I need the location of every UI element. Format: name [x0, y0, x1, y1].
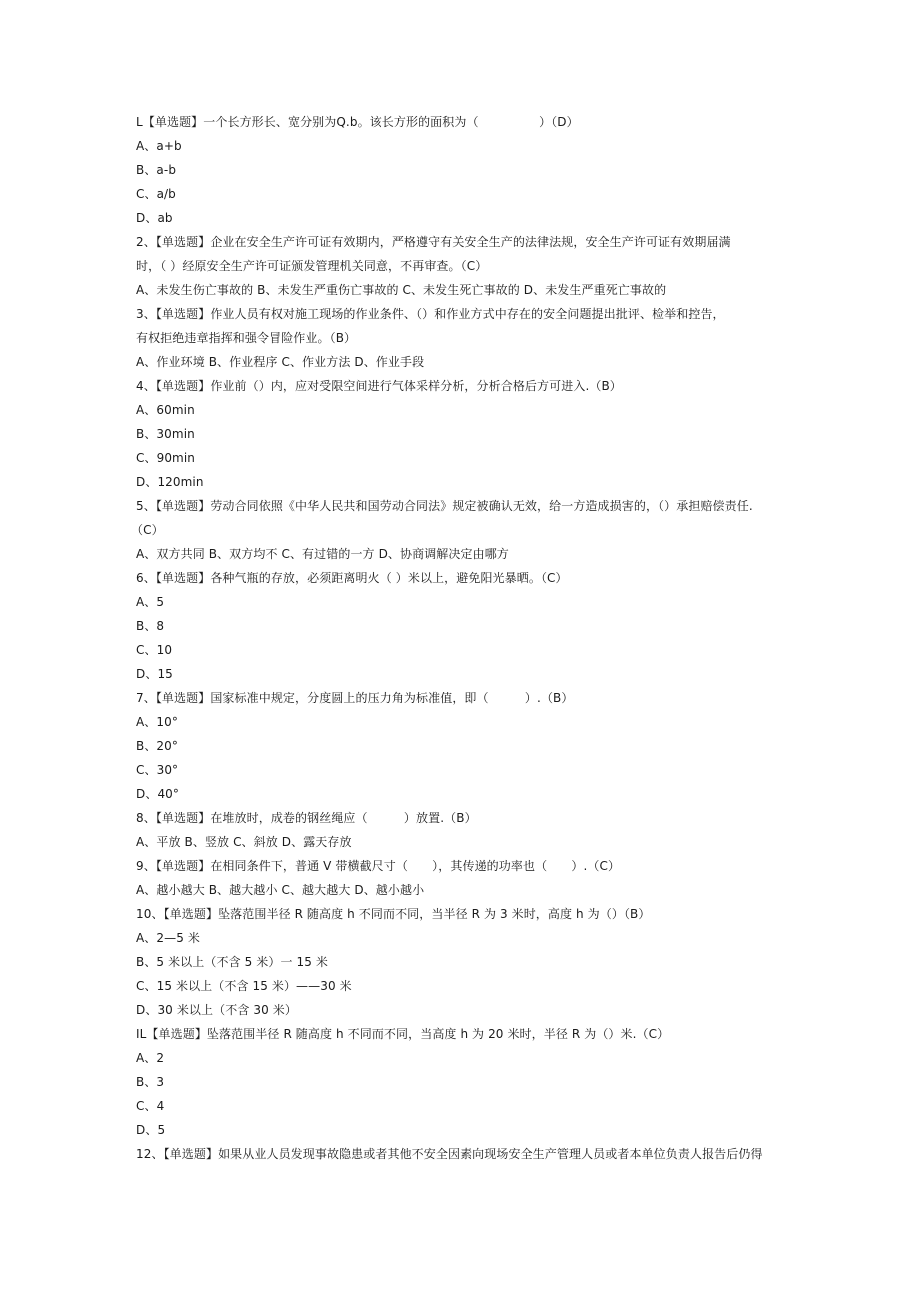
question-1-option-a: A、a+b: [136, 139, 182, 153]
question-9-stem: 9、【单选题】在相同条件下，普通 V 带横截尺寸（ ），其传递的功率也（ ）.（C）: [136, 859, 621, 873]
question-5-answer: （C）: [131, 523, 164, 537]
question-1-stem: L【单选题】一个长方形长、宽分别为Q.b。该长方形的面积为（ ）（D）: [136, 115, 579, 129]
question-2-stem-line-1: 2、【单选题】企业在安全生产许可证有效期内，严格遵守有关安全生产的法律法规，安全生产许可证有效期届满: [136, 235, 731, 249]
question-2-stem-line-2: 时，（ ）经原安全生产许可证颁发管理机关同意，不再审查。（C）: [136, 259, 488, 273]
question-1-option-d: D、ab: [136, 211, 173, 225]
question-1-option-b: B、a-b: [136, 163, 177, 177]
question-7-option-d: D、40°: [136, 787, 180, 801]
question-3-options: A、作业环境 B、作业程序 C、作业方法 D、作业手段: [136, 355, 425, 369]
question-7-option-a: A、10°: [136, 715, 178, 729]
question-10-stem: 10、【单选题】坠落范围半径 R 随高度 h 不同而不同，当半径 R 为 3 米时，高度 h 为（）（B）: [136, 907, 651, 921]
question-6-option-d: D、15: [136, 667, 173, 681]
question-4-option-b: B、30min: [136, 427, 195, 441]
question-4-option-c: C、90min: [136, 451, 195, 465]
question-4-stem: 4、【单选题】作业前（）内，应对受限空间进行气体采样分析，分析合格后方可进入.（B）: [136, 379, 622, 393]
question-1-option-c: C、a/b: [136, 187, 176, 201]
question-10-option-c: C、15 米以上（不含 15 米）——30 米: [136, 979, 352, 993]
question-5-options: A、双方共同 B、双方均不 C、有过错的一方 D、协商调解决定由哪方: [136, 547, 509, 561]
question-10-option-d: D、30 米以上（不含 30 米）: [136, 1003, 297, 1017]
question-9-options: A、越小越大 B、越大越小 C、越大越大 D、越小越小: [136, 883, 425, 897]
question-12-stem-line-1: 12、【单选题】如果从业人员发现事故隐患或者其他不安全因素向现场安全生产管理人员或者本单位负责人报告后仍得: [136, 1147, 763, 1161]
question-11-option-c: C、4: [136, 1099, 165, 1113]
question-5-stem-line-1: 5、【单选题】劳动合同依照《中华人民共和国劳动合同法》规定被确认无效，给一方造成损害的，（）承担赔偿责任.: [136, 499, 753, 513]
question-8-options: A、平放 B、竖放 C、斜放 D、露天存放: [136, 835, 352, 849]
question-4-option-d: D、120min: [136, 475, 204, 489]
question-7-stem: 7、【单选题】国家标准中规定，分度圆上的压力角为标准值，即（ ）.（B）: [136, 691, 574, 705]
question-6-option-b: B、8: [136, 619, 165, 633]
question-11-stem: IL【单选题】坠落范围半径 R 随高度 h 不同而不同，当高度 h 为 20 米时，半径 R 为（）米.（C）: [136, 1027, 670, 1041]
question-10-option-a: A、2—5 米: [136, 931, 200, 945]
question-7-option-c: C、30°: [136, 763, 179, 777]
question-11-option-d: D、5: [136, 1123, 166, 1137]
question-7-option-b: B、20°: [136, 739, 179, 753]
question-6-stem: 6、【单选题】各种气瓶的存放，必须距离明火（ ）米以上，避免阳光暴晒。（C）: [136, 571, 568, 585]
question-3-stem-line-1: 3、【单选题】作业人员有权对施工现场的作业条件、（）和作业方式中存在的安全问题提出批评、检举和控告，: [136, 307, 725, 321]
question-11-option-b: B、3: [136, 1075, 165, 1089]
question-6-option-a: A、5: [136, 595, 165, 609]
question-10-option-b: B、5 米以上（不含 5 米）一 15 米: [136, 955, 328, 969]
question-3-stem-line-2: 有权拒绝违章指挥和强令冒险作业。（B）: [136, 331, 357, 345]
question-4-option-a: A、60min: [136, 403, 195, 417]
question-6-option-c: C、10: [136, 643, 173, 657]
question-8-stem: 8、【单选题】在堆放时，成卷的钢丝绳应（ ）放置.（B）: [136, 811, 477, 825]
question-11-option-a: A、2: [136, 1051, 165, 1065]
question-2-options: A、未发生伤亡事故的 B、未发生严重伤亡事故的 C、未发生死亡事故的 D、未发生严重死亡事故的: [136, 283, 667, 297]
